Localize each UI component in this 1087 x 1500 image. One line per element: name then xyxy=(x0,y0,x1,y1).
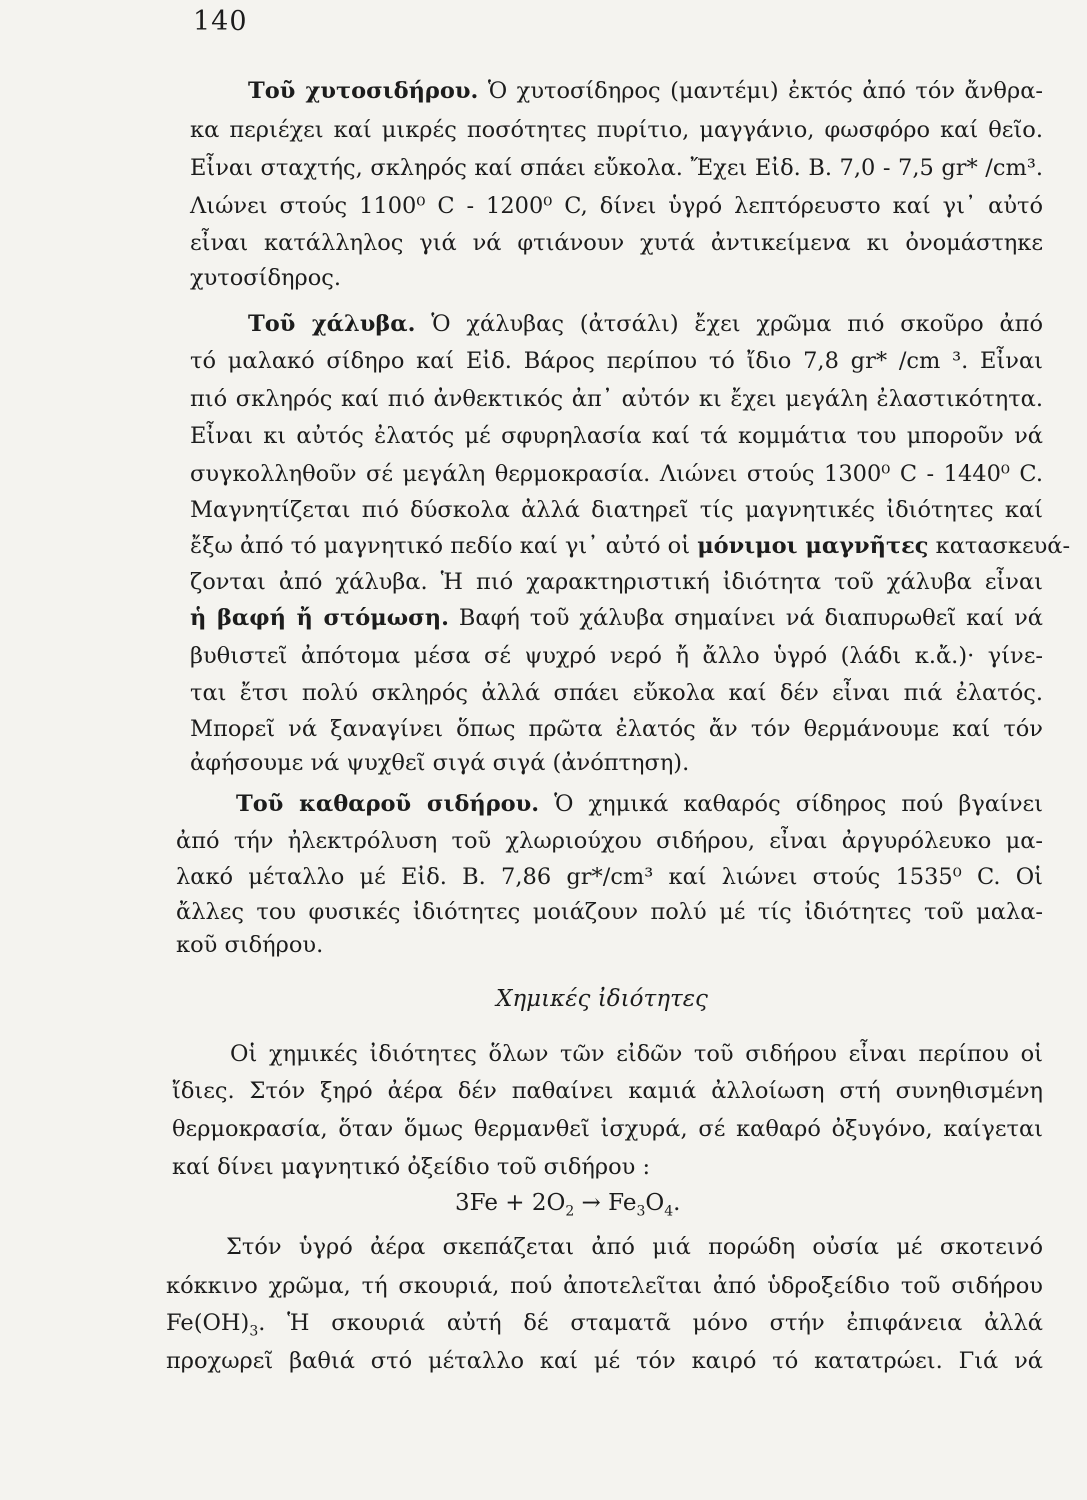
p2-line-3: πιό σκληρός καί πιό ἀνθεκτικός ἀπ᾽ αὐτόν κι ἔχει μεγάλη ἐλαστικότητα. xyxy=(190,386,1043,412)
p4-line-1: Οἱ χημικές ἰδιότητες ὅλων τῶν εἰδῶν τοῦ σιδήρου εἶναι περίπου οἱ xyxy=(230,1041,1043,1067)
p1-text: Ὁ χυτοσίδηρος (μαντέμι) ἐκτός ἀπό τόν ἄνθρα- xyxy=(487,78,1043,104)
hydroxide-sub: 3 xyxy=(249,1323,259,1340)
p2-text-7b: κατασκευά- xyxy=(935,533,1071,559)
p4-line-4: καί δίνει μαγνητικό ὀξείδιο τοῦ σιδήρου : xyxy=(172,1154,651,1180)
eq-sub-2: 3 xyxy=(636,1203,646,1220)
iron-hydroxide-formula xyxy=(166,1310,266,1340)
eq-reactants: 3Fe + 2O xyxy=(455,1190,566,1216)
p5-line-2: κόκκινο χρῶμα, τή σκουριά, πού ἀποτελεῖται ἀπό ὑδροξείδιο τοῦ σιδήρου xyxy=(166,1273,1043,1299)
p2-line-10: βυθιστεῖ ἀπότομα μέσα σέ ψυχρό νερό ἤ ἄλλο ὑγρό (λάδι κ.ἄ.)· γίνε- xyxy=(190,643,1043,669)
p2-line-1 xyxy=(248,309,1043,339)
eq-sub-1: 2 xyxy=(565,1203,575,1220)
p2-line-5: συγκολληθοῦν σέ μεγάλη θερμοκρασία. Λιώνει στούς 1300⁰ C - 1440⁰ C. xyxy=(190,461,1043,487)
eq-arrow: → xyxy=(574,1190,609,1216)
p4-line-3: θερμοκρασία, ὅταν ὅμως θερμανθεῖ ἰσχυρά, σέ καθαρό ὀξυγόνο, καίγεται xyxy=(172,1116,1043,1142)
p1-line-5: εἶναι κατάλληλος γιά νά φτιάνουν χυτά ἀντικείμενα κι ὀνομάστηκε xyxy=(190,230,1043,256)
chemical-equation xyxy=(455,1190,680,1220)
p3-line-1 xyxy=(236,789,1043,819)
eq-sub-3: 4 xyxy=(664,1203,674,1220)
hydroxide-text: Fe(OH) xyxy=(166,1310,250,1336)
p5-text-3: Ἡ σκουριά αὐτή δέ σταματᾶ μόνο στήν ἐπιφάνεια ἀλλά xyxy=(287,1310,1044,1336)
p2-heading: Τοῦ χάλυβα. xyxy=(248,311,416,337)
p3-heading: Τοῦ καθαροῦ σιδήρου. xyxy=(236,791,540,817)
bold-permanent-magnets: μόνιμοι μαγνῆτες xyxy=(697,533,929,559)
p2-line-7 xyxy=(190,531,1071,561)
p1-line-6: χυτοσίδηρος. xyxy=(190,265,342,291)
p2-line-13: ἀφήσουμε νά ψυχθεῖ σιγά σιγά (ἀνόπτηση). xyxy=(190,750,690,776)
page-number: 140 xyxy=(193,6,248,37)
p5-line-3 xyxy=(166,1308,1043,1347)
p2-line-11: ται ἔτσι πολύ σκληρός ἀλλά σπάει εὔκολα καί δέν εἶναι πιά ἐλατός. xyxy=(190,680,1043,706)
p5-line-4: προχωρεῖ βαθιά στό μέταλλο καί μέ τόν καιρό τό κατατρώει. Γιά νά xyxy=(166,1348,1043,1374)
p2-line-4: Εἶναι κι αὐτός ἐλατός μέ σφυρηλασία καί τά κομμάτια του μποροῦν νά xyxy=(190,423,1043,449)
p5-line-1: Στόν ὑγρό ἀέρα σκεπάζεται ἀπό μιά πορώδη οὐσία μέ σκοτεινό xyxy=(226,1234,1043,1260)
p2-line-12: Μπορεῖ νά ξαναγίνει ὅπως πρῶτα ἐλατός ἄν τόν θερμάνουμε καί τόν xyxy=(190,716,1043,742)
p1-line-2: κα περιέχει καί μικρές ποσότητες πυρίτιο, μαγγάνιο, φωσφόρο καί θεῖο. xyxy=(190,117,1043,143)
p2-line-2: τό μαλακό σίδηρο καί Εἰδ. Βάρος περίπου τό ἴδιο 7,8 gr* /cm ³. Εἶναι xyxy=(190,348,1043,374)
p1-heading: Τοῦ χυτοσιδήρου. xyxy=(248,78,479,104)
p1-line-3: Εἶναι σταχτής, σκληρός καί σπάει εὔκολα. Ἔχει Εἰδ. Β. 7,0 - 7,5 gr* /cm³. xyxy=(190,155,1043,181)
p2-text: Ὁ χάλυβας (ἀτσάλι) ἔχει χρῶμα πιό σκοῦρο ἀπό xyxy=(431,311,1043,337)
eq-end: . xyxy=(673,1190,681,1216)
p2-line-6: Μαγνητίζεται πιό δύσκολα ἀλλά διατηρεῖ τίς μαγνητικές ἰδιότητες καί xyxy=(190,497,1043,523)
p1-line-1 xyxy=(248,76,1043,106)
section-heading-chemical-properties: Χημικές ἰδιότητες xyxy=(496,986,708,1012)
p3-text: Ὁ χημικά καθαρός σίδηρος πού βγαίνει xyxy=(554,791,1043,817)
bold-quenching: ἡ βαφή ἤ στόμωση. xyxy=(190,605,449,631)
p2-text-9: Βαφή τοῦ χάλυβα σημαίνει νά διαπυρωθεῖ καί νά xyxy=(458,605,1044,631)
hydroxide-end: . xyxy=(258,1310,266,1336)
p3-line-3: λακό μέταλλο μέ Εἰδ. Β. 7,86 gr*/cm³ καί λιώνει στούς 1535⁰ C. Οἱ xyxy=(176,864,1043,890)
p2-line-8: ζονται ἀπό χάλυβα. Ἡ πιό χαρακτηριστική ἰδιότητα τοῦ χάλυβα εἶναι xyxy=(190,569,1043,595)
p4-line-2: ἴδιες. Στόν ξηρό ἀέρα δέν παθαίνει καμιά ἀλλοίωση στή συνηθισμένη xyxy=(172,1078,1043,1104)
eq-o: O xyxy=(645,1190,665,1216)
eq-fe: Fe xyxy=(608,1190,637,1216)
p1-line-4: Λιώνει στούς 1100⁰ C - 1200⁰ C, δίνει ὑγρό λεπτόρευστο καί γι᾽ αὐτό xyxy=(190,193,1043,219)
p2-line-9 xyxy=(190,603,1043,633)
p3-line-5: κοῦ σιδήρου. xyxy=(176,932,324,958)
p2-text-7: ἔξω ἀπό τό μαγνητικό πεδίο καί γι᾽ αὐτό οἱ xyxy=(190,533,691,559)
p3-line-4: ἄλλες του φυσικές ἰδιότητες μοιάζουν πολύ μέ τίς ἰδιότητες τοῦ μαλα- xyxy=(176,899,1043,925)
p3-line-2: ἀπό τήν ἠλεκτρόλυση τοῦ χλωριούχου σιδήρου, εἶναι ἀργυρόλευκο μα- xyxy=(176,828,1043,854)
